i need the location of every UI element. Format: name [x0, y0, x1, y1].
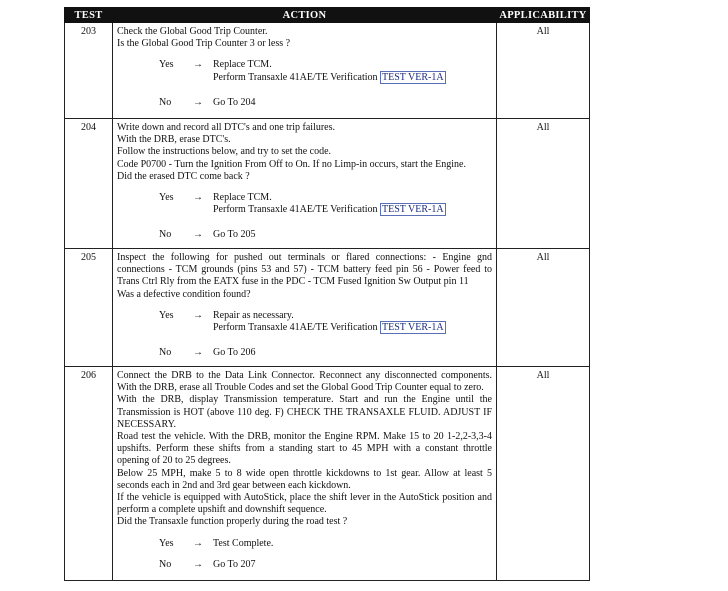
action-line: Code P0700 - Turn the Ignition From Off to On. If no Limp-in occurs, start the Engine. [117, 158, 466, 170]
action-cell [113, 367, 497, 581]
no-label: No [159, 96, 172, 108]
test-ref-link[interactable]: TEST VER-1A [382, 204, 444, 216]
no-label: No [159, 558, 172, 570]
action-line: Did the erased DTC come back ? [117, 170, 250, 182]
arrow-icon: → [193, 558, 203, 570]
applicability: All [497, 23, 590, 119]
arrow-icon: → [193, 59, 203, 71]
action-cell [113, 119, 497, 249]
arrow-icon: → [193, 229, 203, 241]
yes-action: Replace TCM. [213, 59, 272, 71]
verification-text: Perform Transaxle 41AE/TE Verification [213, 322, 378, 334]
applicability: All [497, 367, 590, 581]
header-action: ACTION [113, 8, 497, 23]
yes-branch [117, 538, 492, 550]
action-cell [113, 249, 497, 367]
arrow-icon: → [193, 309, 203, 321]
no-label: No [159, 229, 172, 241]
table-row [65, 367, 590, 581]
no-branch [117, 229, 492, 241]
table-row [65, 249, 590, 367]
arrow-icon: → [193, 96, 203, 108]
arrow-icon: → [193, 537, 203, 549]
yes-branch [117, 59, 492, 83]
yes-label: Yes [159, 537, 174, 549]
action-cell [113, 23, 497, 119]
action-line: If the vehicle is equipped with AutoStick, place the shift lever in the AutoStick position and perform a complete upshift and downshift sequence. [117, 492, 492, 516]
test-ref-link[interactable]: TEST VER-1A [382, 322, 444, 334]
action-line: Did the Transaxle function properly during the road test ? [117, 516, 348, 528]
arrow-icon: → [193, 347, 203, 359]
no-branch [117, 97, 492, 109]
applicability: All [497, 119, 590, 249]
yes-action: Test Complete. [213, 537, 274, 549]
action-line: Follow the instructions below, and try to set the code. [117, 146, 332, 158]
test-number: 203 [65, 23, 113, 119]
applicability: All [497, 249, 590, 367]
no-action: Go To 207 [213, 558, 256, 570]
action-line: With the DRB, display Transmission temperature. Start and run the Engine until the Transmission is HOT (above 110 deg. F) CHECK THE TRANSAXLE FLUID. ADJUST IF NECESSARY. [117, 394, 492, 430]
no-action: Go To 205 [213, 229, 256, 241]
header-applicability: APPLICABILITY [497, 8, 590, 23]
action-line: Is the Global Good Trip Counter 3 or less ? [117, 38, 291, 50]
action-line: Was a defective condition found? [117, 288, 251, 300]
yes-branch [117, 310, 492, 334]
yes-action: Replace TCM. [213, 192, 272, 204]
verification-text: Perform Transaxle 41AE/TE Verification [213, 71, 378, 83]
test-number: 204 [65, 119, 113, 249]
test-number: 206 [65, 367, 113, 581]
header-test: TEST [65, 8, 113, 23]
arrow-icon: → [193, 192, 203, 204]
no-branch [117, 559, 492, 571]
diagnostic-test-table [64, 7, 589, 581]
verification-text: Perform Transaxle 41AE/TE Verification [213, 204, 378, 216]
action-line: Below 25 MPH, make 5 to 8 wide open throttle kickdowns to 1st gear. Allow at least 5 seconds each in 2nd and 3rd gear between each kickdown. [117, 467, 492, 491]
yes-label: Yes [159, 59, 174, 71]
header-row [65, 8, 590, 23]
yes-label: Yes [159, 309, 174, 321]
test-table [64, 7, 590, 581]
action-line: Check the Global Good Trip Counter. [117, 26, 268, 37]
no-branch [117, 347, 492, 359]
test-number: 205 [65, 249, 113, 367]
action-line: Write down and record all DTC's and one trip failures. [117, 122, 335, 133]
table-row [65, 119, 590, 249]
action-line: Connect the DRB to the Data Link Connector. Reconnect any disconnected components. With the DRB, erase all Trouble Codes and set the Global Good Trip Counter equal to zero. [117, 370, 492, 394]
yes-branch [117, 192, 492, 216]
action-line: Inspect the following for pushed out terminals or flared connections: - Engine gnd connections - TCM grounds (pins 53 and 57) - TCM battery feed pin 56 - Power feed to Trans Ctrl Rly from the EATX fuse in the PDC - TCM Fused Ignition Sw Output pin 11 [117, 252, 492, 288]
no-label: No [159, 347, 172, 359]
action-line: Road test the vehicle. With the DRB, monitor the Engine RPM. Make 15 to 20 1-2,2-3,3-4 upshifts. Perform these shifts from a standing start to 45 MPH with a constant throttle opening of 20 to 25 degrees. [117, 431, 492, 467]
yes-label: Yes [159, 192, 174, 204]
table-row [65, 23, 590, 119]
yes-action: Repair as necessary. [213, 309, 294, 321]
no-action: Go To 206 [213, 347, 256, 359]
test-ref-link[interactable]: TEST VER-1A [382, 71, 444, 83]
no-action: Go To 204 [213, 96, 256, 108]
action-line: With the DRB, erase DTC's. [117, 134, 231, 146]
